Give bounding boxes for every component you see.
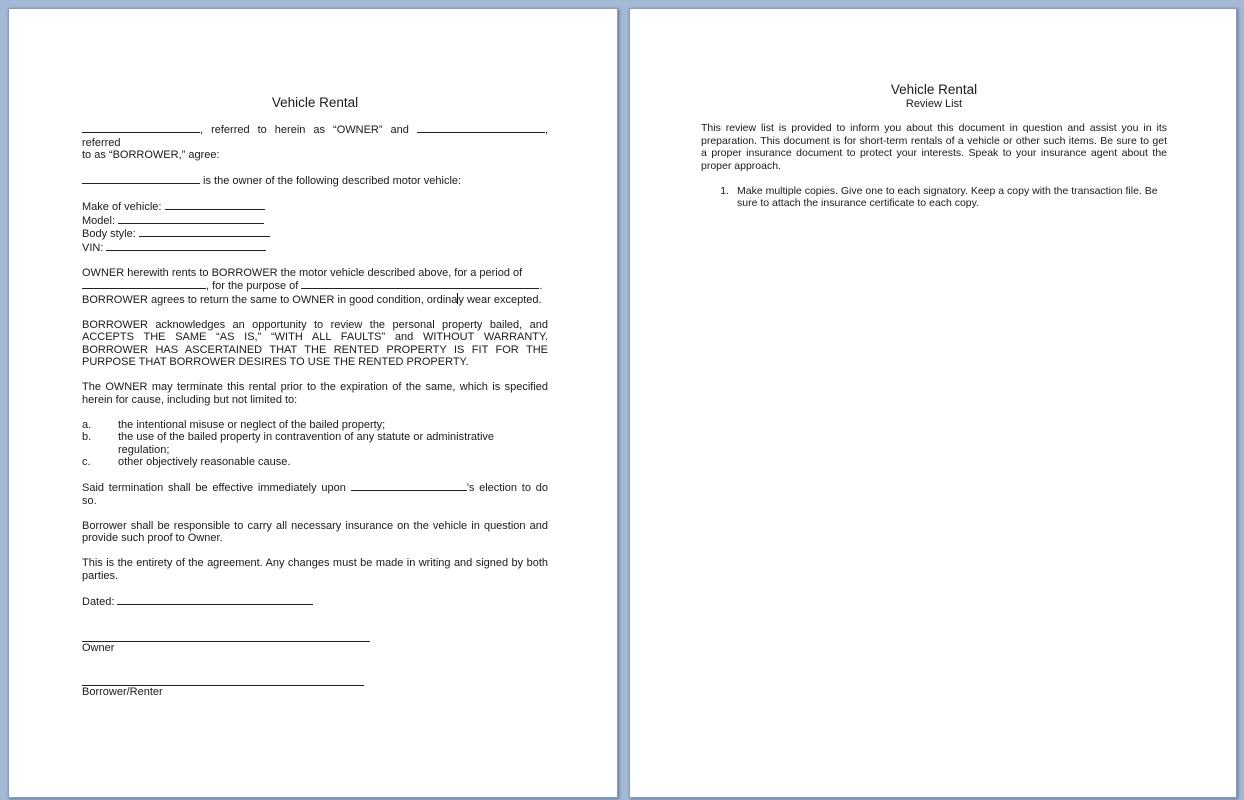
list-text: the use of the bailed property in contravention of any statute or administrative regulation;	[118, 431, 495, 456]
list-marker: c.	[82, 456, 91, 468]
list-text: the intentional misuse or neglect of the bailed property;	[118, 418, 386, 431]
insurance-paragraph: Borrower shall be responsible to carry all necessary insurance on the vehicle in question and provide such proof to Owner.	[82, 519, 548, 544]
body-style-blank	[139, 227, 270, 237]
rental-text-a: OWNER herewith rents to BORROWER the motor vehicle described above, for a period of	[82, 266, 523, 279]
document-page-1[interactable]	[8, 8, 618, 798]
borrower-signature-label: Borrower/Renter	[82, 685, 163, 698]
document-page-2[interactable]	[629, 8, 1237, 798]
dated-label: Dated:	[82, 595, 118, 608]
owner-paragraph	[82, 174, 548, 188]
parties-text-b: , referred	[82, 124, 548, 149]
owner-name-blank	[82, 123, 200, 133]
effective-text-b: ’s election to do so.	[82, 482, 548, 507]
borrower-name-blank	[417, 123, 545, 133]
body-style-label: Body style:	[82, 228, 139, 240]
dated-line	[82, 595, 548, 609]
vehicle-fields	[82, 200, 548, 254]
list-item	[82, 431, 548, 456]
page-2-subtitle: Review List	[905, 98, 963, 110]
list-item	[82, 456, 548, 469]
review-intro-paragraph: This review list is provided to inform you about this document in question and assist you in its preparation. This document is for short-term rentals of a vehicle or other such items. Be sure to get a proper insurance document to protect your interests. Speak to your insurance agent about the proper approach.	[701, 122, 1167, 172]
page-2-title: Vehicle Rental	[890, 82, 978, 97]
parties-text-c: to as “BORROWER,” agree:	[82, 149, 220, 161]
page-2-body	[701, 82, 1167, 210]
make-label: Make of vehicle:	[82, 201, 165, 213]
effective-paragraph	[82, 481, 548, 507]
list-item	[82, 419, 548, 432]
vin-blank	[106, 241, 266, 251]
parties-text-a: , referred to herein as “OWNER” and	[200, 124, 417, 136]
model-field	[82, 214, 548, 228]
election-party-blank	[351, 481, 467, 491]
rental-text-c: .	[539, 280, 543, 292]
vin-label: VIN:	[82, 241, 107, 254]
period-blank	[82, 279, 206, 289]
owner-signature-label: Owner	[82, 642, 115, 654]
page-1-body	[82, 95, 548, 698]
purpose-blank	[301, 279, 539, 289]
rental-text-b: , for the purpose of	[206, 280, 302, 292]
page-1-title: Vehicle Rental	[271, 95, 359, 110]
vin-field	[82, 241, 548, 255]
rental-text-d1: BORROWER agrees to return the same to OWNER in good condition, ordina	[82, 293, 458, 306]
make-blank	[165, 200, 265, 210]
entirety-paragraph: This is the entirety of the agreement. Any changes must be made in writing and signed by both parties.	[82, 557, 548, 582]
list-marker: b.	[82, 431, 92, 443]
model-label: Model:	[82, 214, 119, 227]
effective-text-a: Said termination shall be effective immediately upon	[82, 482, 351, 494]
as-is-paragraph: BORROWER acknowledges an opportunity to review the personal property bailed, and ACCEPTS THE SAME “AS IS,” “WITH ALL FAULTS” and WITHOUT WARRANTY. BORROWER HAS ASCERTAINED THAT THE RENTED PROPERTY IS FIT FOR THE PURPOSE THAT BORROWER DESIRES TO USE THE RENTED PROPERTY.	[82, 318, 548, 368]
make-field	[82, 200, 548, 214]
review-list-text: Make multiple copies. Give one to each signatory. Keep a copy with the transaction file. Be sure to attach the insurance certificate to each copy.	[737, 184, 1158, 209]
rental-period-paragraph	[82, 267, 548, 307]
date-blank	[117, 595, 313, 605]
list-marker: a.	[82, 418, 92, 431]
termination-paragraph: The OWNER may terminate this rental prior to the expiration of the same, which is specified herein for cause, including but not limited to:	[82, 381, 548, 406]
rental-text-d2: y wear excepted.	[458, 293, 542, 306]
parties-paragraph	[82, 123, 548, 162]
body-style-field	[82, 227, 548, 241]
termination-list	[82, 419, 548, 469]
list-text: other objectively reasonable cause.	[118, 456, 291, 468]
review-list-item	[701, 185, 1167, 210]
vehicle-owner-blank	[82, 174, 200, 184]
owner-text: is the owner of the following described motor vehicle:	[200, 175, 462, 187]
model-blank	[118, 214, 264, 224]
review-list-marker: 1.	[720, 184, 729, 197]
